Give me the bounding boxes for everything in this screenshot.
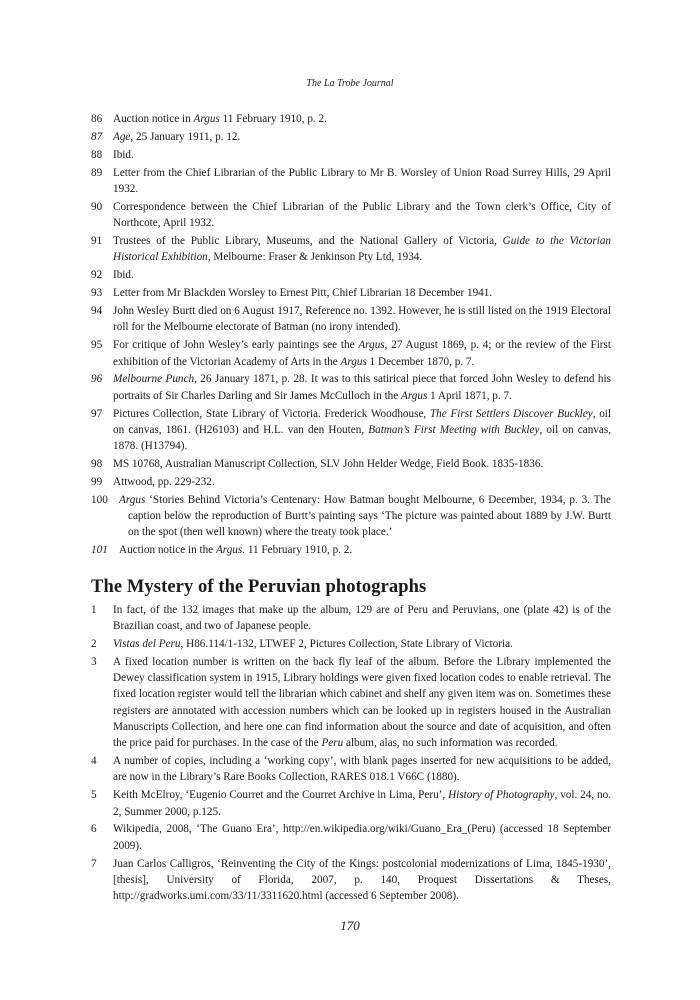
endnote-text [113,858,611,903]
notes-content [91,111,611,906]
endnote-number: 98 [91,458,103,471]
endnote-number: 87 [91,130,103,143]
italic-segment: Guide to the Victorian Historical Exhibition [113,235,612,264]
endnote [91,285,611,301]
italic-segment: Age, [113,130,134,143]
endnote-number: 4 [91,755,97,768]
endnote [91,337,611,370]
endnote-number: 7 [91,857,97,870]
endnote-number: 96 [91,373,103,386]
italic-segment: Argus [193,113,220,125]
italic-segment: History of Photography [448,789,555,802]
endnote-number: 101 [91,544,108,557]
endnote [91,474,611,490]
text-segment: , 26 January 1871, p. 28. It was to this satirical piece that forced John Wesley to defend his portraits of Sir Charles Darling and Sir James McCulloch in the [113,373,611,402]
endnote-number: 92 [91,269,103,282]
endnote-text [113,823,611,851]
endnote-number: 2 [91,637,97,650]
text-segment: Attwood, pp. 229-232. [113,475,215,488]
text-segment: Juan Carlos Calligros, ‘Reinventing the City of the Kings: postcolonial modernizations of Lima, 1845-1930’, [thesis], University of Florida, 2007, p. 140, Proquest Dissertations & Theses, http://gradworks.umi.com/33/11/3311620.html (accessed 6 September 2008). [113,857,611,903]
text-segment: Trustees of the Public Library, Museums, and the National Gallery of Victoria, [113,235,503,248]
endnote-text [113,235,611,263]
text-segment: A fixed location number is written on the back fly leaf of the album. Before the Library implemented the Dewey classification system in 1915, Library holdings were given fixed location codes to enable retrieval. The fixed location register would tell the librarian which cabinet and shelf any given item was on. Sometimes these registers are annotated with accession numbers which can be looked up in registers housed in the Australian Manuscripts Collection, and here one can find information about the source and date of acquisition, and often the price paid for purchases. In the case of the [113,655,611,750]
text-segment: Pictures Collection, State Library of Victoria. Frederick Woodhouse, [113,407,430,420]
endnotes-list [91,111,611,559]
text-segment: 11 February 1910, p. 2. [245,544,353,557]
endnote [91,492,611,541]
text-segment: , Melbourne: Fraser & Jenkinson Pty Ltd, 1934. [207,251,423,264]
endnote [91,199,611,232]
text-segment: , oil on canvas, 1861. (H26103) and H.L. van den Houten, [113,407,612,436]
endnote-text [113,373,611,401]
endnote [91,267,611,283]
text-segment: Keith McElroy, ‘Eugenio Courret and the Courret Archive in Lima, Peru’, [113,789,449,802]
text-segment: John Wesley Burtt died on 6 August 1917, Reference no. 1392. However, he is still listed on the 1919 Electoral roll for the Melbourne electorate of Batman (no irony intended). [113,305,611,334]
text-segment: A number of copies, including a ‘working copy’, with blank pages inserted for new acquisitions to be added, are now in the Library’s Rare Books Collection, RARES 018.1 V66C (1880). [113,755,611,784]
endnote-text [113,339,611,367]
endnote [91,147,611,163]
endnote [91,654,611,752]
endnote-text [113,287,492,299]
endnote-text [113,656,611,749]
endnote-number: 99 [91,475,103,488]
text-segment: MS 10768, Australian Manuscript Collection, SLV John Helder Wedge, Field Book. 1835-1836. [113,458,544,471]
endnote-number: 91 [91,235,103,248]
text-segment: For critique of John Wesley’s early paintings see the [113,339,359,352]
endnote-text [113,305,611,333]
italic-segment: Peru [321,737,344,750]
endnote [91,787,611,820]
endnote [91,111,611,127]
text-segment: ‘Stories Behind Victoria’s Centenary: How Batman bought Melbourne, 6 December, 1934, p. 3. The caption below the reproduction of Burtt’s painting says ‘The picture was painted about 1889 by J.W. Burtt on the spot (then well known) where the treaty took place.’ [128,493,611,539]
endnote-number: 97 [91,407,103,420]
text-segment: Letter from Mr Blackden Worsley to Ernest Pitt, Chief Librarian 18 December 1941. [113,287,493,300]
endnote-number: 6 [91,823,97,836]
endnote-number: 89 [91,166,103,179]
endnote-text [113,755,611,783]
text-segment: , 27 August 1869, p. 4; or the review of the First exhibition of the Victorian Academy of Arts in the [113,339,611,368]
text-segment: , oil on canvas, 1878. (H13794). [113,423,611,453]
endnote-text [119,492,611,541]
text-segment: , H86.114/1-132, LTWEF 2, Pictures Collection, State Library of Victoria. [180,637,513,650]
endnote-number: 95 [91,339,103,352]
endnote [91,129,611,145]
endnote-number: 5 [91,789,97,802]
text-segment: Ibid. [113,148,134,161]
endnote-text [113,458,543,470]
endnote-text [113,408,611,453]
endnote-number: 94 [91,305,103,318]
endnote [91,303,611,336]
endnote-number: 100 [91,493,108,506]
section-title: The Mystery of the Peruvian photographs [91,576,427,597]
endnote-number: 1 [91,603,97,616]
endnote [91,233,611,266]
text-segment: 1 April 1871, p. 7. [427,389,512,402]
running-head: The La Trobe Journal [306,78,394,89]
text-segment: Ibid. [113,269,134,282]
peruvian-endnotes-list [91,602,611,905]
endnote [91,165,611,198]
endnote-number: 93 [91,287,103,300]
endnote-number: 86 [91,113,103,125]
endnote-text [113,113,327,125]
italic-segment: Argus [119,493,146,506]
endnote [91,821,611,854]
text-segment: In fact, of the 132 images that make up the album, 129 are of Peru and Peruvians, one (plate 42) is of the Brazilian coast, and two of Japanese people. [113,603,611,632]
text-segment: Letter from the Chief Librarian of the Public Library to Mr B. Worsley of Union Road Surrey Hills, 29 April 1932. [113,166,611,195]
endnote-text [113,638,513,650]
text-segment: Correspondence between the Chief Librarian of the Public Library and the Town clerk’s Office, City of Northcote, April 1932. [113,200,611,230]
text-segment: Wikipedia, 2008, ‘The Guano Era’, http://en.wikipedia.org/wiki/Guano_Era_(Peru) (accessed 18 September 2009). [113,823,611,852]
endnote [91,636,611,652]
text-segment: album, alas, no such information was recorded. [343,737,558,750]
endnote [91,602,611,635]
endnote-number: 88 [91,148,103,161]
italic-segment: Argus [358,339,385,352]
endnote [91,753,611,786]
endnote [91,542,611,558]
endnote-text [113,131,240,143]
italic-segment: Argus [340,355,367,368]
italic-segment: Batman’s First Meeting with Buckley [368,423,540,436]
endnote-text [113,201,611,229]
endnote-text [119,542,611,558]
text-segment: , vol. 24, no. 2, Summer 2000, p.125. [113,789,612,818]
text-segment: Auction notice in [113,113,194,125]
text-segment: 1 December 1870, p. 7. [366,355,475,368]
endnote [91,406,611,455]
endnote-text [113,789,611,817]
text-segment: Auction notice in the [119,544,216,557]
endnote [91,856,611,905]
endnote-text [113,604,611,632]
endnote [91,456,611,472]
italic-segment: Argus. [215,544,246,557]
italic-segment: Vistas del Peru [113,637,181,650]
endnote-number: 90 [91,200,103,213]
endnote-text [113,476,215,488]
endnote [91,371,611,404]
endnote-text [113,269,134,281]
endnote-text [113,149,134,161]
italic-segment: Melbourne Punch [113,373,195,386]
endnote-number: 3 [91,655,97,668]
text-segment: 25 January 1911, p. 12. [133,130,241,143]
page-number: 170 [340,918,360,933]
text-segment: 11 February 1910, p. 2. [219,113,327,125]
italic-segment: Argus [401,389,428,402]
endnote-text [113,167,611,195]
italic-segment: The First Settlers Discover Buckley [429,407,593,420]
